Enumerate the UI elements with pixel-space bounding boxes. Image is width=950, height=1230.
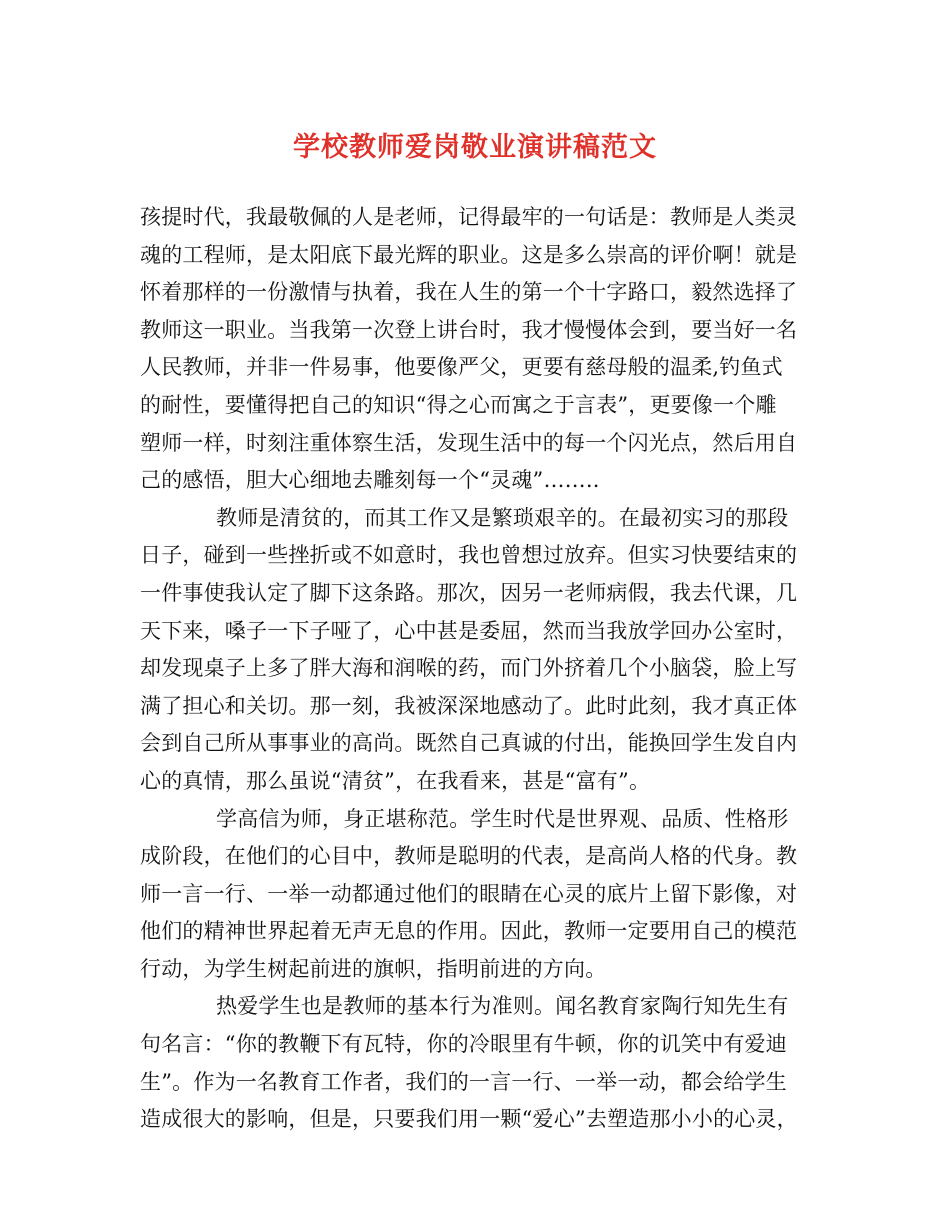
- text-line: 己的感悟，胆大心细地去雕刻每一个“灵魂”……..: [140, 468, 600, 493]
- text-line: 日子，碰到一些挫折或不如意时，我也曾想过放弃。但实习快要结束的: [140, 543, 798, 568]
- document-title: 学校教师爱岗敬业演讲稿范文: [293, 132, 657, 163]
- document-body: [140, 199, 820, 1139]
- text-line: 怀着那样的一份激情与执着，我在人生的第一个十字路口，毅然选择了: [140, 280, 798, 305]
- text-line: 满了担心和关切。那一刻，我被深深地感动了。此时此刻，我才真正体: [140, 693, 798, 718]
- text-line: 孩提时代，我最敬佩的人是老师，记得最牢的一句话是：教师是人类灵: [140, 205, 798, 229]
- text-line: 成阶段，在他们的心目中，教师是聪明的代表，是高尚人格的代身。教: [140, 844, 798, 869]
- text-line: 句名言：“你的教鞭下有瓦特，你的冷眼里有牛顿，你的讥笑中有爱迪: [140, 1032, 787, 1057]
- text-line: 一件事使我认定了脚下这条路。那次，因另一老师病假，我去代课，几: [140, 580, 798, 605]
- text-line: 造成很大的影响，但是，只要我们用一颗“爱心”去塑造那小小的心灵，: [140, 1107, 798, 1132]
- text-line: 师一言一行、一举一动都通过他们的眼睛在心灵的底片上留下影像，对: [140, 881, 798, 906]
- text-line: 教师是清贫的，而其工作又是繁琐艰辛的。在最初实习的那段: [216, 505, 789, 530]
- text-line: 热爱学生也是教师的基本行为准则。闻名教育家陶行知先生有: [216, 994, 789, 1019]
- text-line: 生”。作为一名教育工作者，我们的一言一行、一举一动，都会给学生: [140, 1069, 787, 1094]
- text-line: 的耐性，要懂得把自己的知识“得之心而寓之于言表”，更要像一个雕: [140, 392, 777, 417]
- text-line: 人民教师，并非一件易事，他要像严父，更要有慈母般的温柔,钓鱼式: [140, 355, 783, 380]
- text-line: 他们的精神世界起着无声无息的作用。因此，教师一定要用自己的模范: [140, 919, 798, 944]
- text-line: 心的真情，那么虽说“清贫”，在我看来，甚是“富有”。: [140, 768, 651, 793]
- text-line: 教师这一职业。当我第一次登上讲台时，我才慢慢体会到，要当好一名: [140, 317, 798, 342]
- text-line: 行动，为学生树起前进的旗帜，指明前进的方向。: [140, 956, 607, 981]
- text-line: 却发现桌子上多了胖大海和润喉的药，而门外挤着几个小脑袋，脸上写: [140, 656, 798, 681]
- text-line: 塑师一样，时刻注重体察生活，发现生活中的每一个闪光点，然后用自: [140, 430, 798, 455]
- text-line: 天下来，嗓子一下子哑了，心中甚是委屈，然而当我放学回办公室时，: [140, 618, 798, 643]
- text-line: 魂的工程师，是太阳底下最光辉的职业。这是多么崇高的评价啊！就是: [140, 242, 798, 267]
- text-line: 学高信为师，身正堪称范。学生时代是世界观、品质、性格形: [216, 806, 789, 831]
- text-line: 会到自己所从事事业的高尚。既然自己真诚的付出，能换回学生发自内: [140, 731, 798, 756]
